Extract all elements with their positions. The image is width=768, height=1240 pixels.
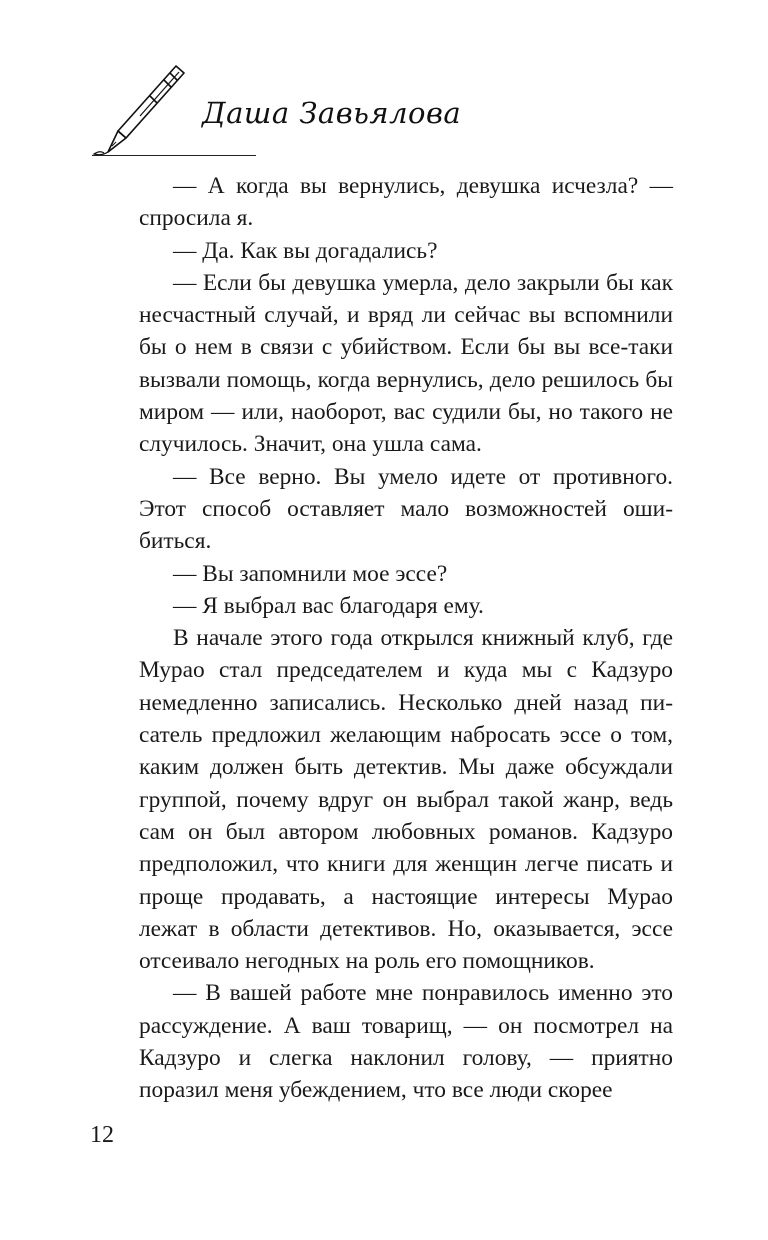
paragraph: — А когда вы вернулись, девушка исчезла? — спросила я. [139,173,673,232]
fountain-pen-icon [80,60,200,164]
paragraph: — Если бы девушка умерла, дело закрыли бы как несчастный случай, и вряд ли сейчас вы вспомнили бы о нем в связи с убийством. Если бы вы все-таки вызвали помощь, когда вернулись, дело решилось бы миром — или, наоборот, вас судили бы, но такого не случилось. Значит, она ушла сама. [139,269,673,458]
body-text [139,170,673,1107]
paragraph: — В вашей работе мне понравилось именно это рассуждение. А ваш товарищ, — он посмотрел на Кадзуро и слегка наклонил голову, — приятно поразил меня убеждением, что все люди скорее [139,980,673,1104]
page-number: 12 [90,1122,114,1148]
paragraph: — Вы запомнили мое эссе? [173,560,448,587]
paragraph: — Я выбрал вас благодаря ему. [173,592,484,619]
paragraph: — Все верно. Вы умело идете от противного. Этот способ оставляет мало возможностей ошибиться. [139,463,673,555]
paragraph: — Да. Как вы догадались? [173,237,438,264]
author-name: Даша Завьялова [202,96,462,130]
page-header [80,60,462,170]
header-divider [92,155,256,156]
paragraph: В начале этого года открылся книжный клуб, где Мурао стал председателем и куда мы с Кадзуро немедленно записались. Несколько дней назад писатель предложил желающим набросать эссе о том, каким должен быть детектив. Мы даже обсуждали группой, почему вдруг он выбрал такой жанр, ведь сам он был автором любовных романов. Кадзуро предположил, что книги для женщин легче писать и проще продавать, а настоящие интересы Мурао лежат в области детективов. Но, оказывается, эссе отсеивало негодных на роль его помощников. [139,625,673,975]
